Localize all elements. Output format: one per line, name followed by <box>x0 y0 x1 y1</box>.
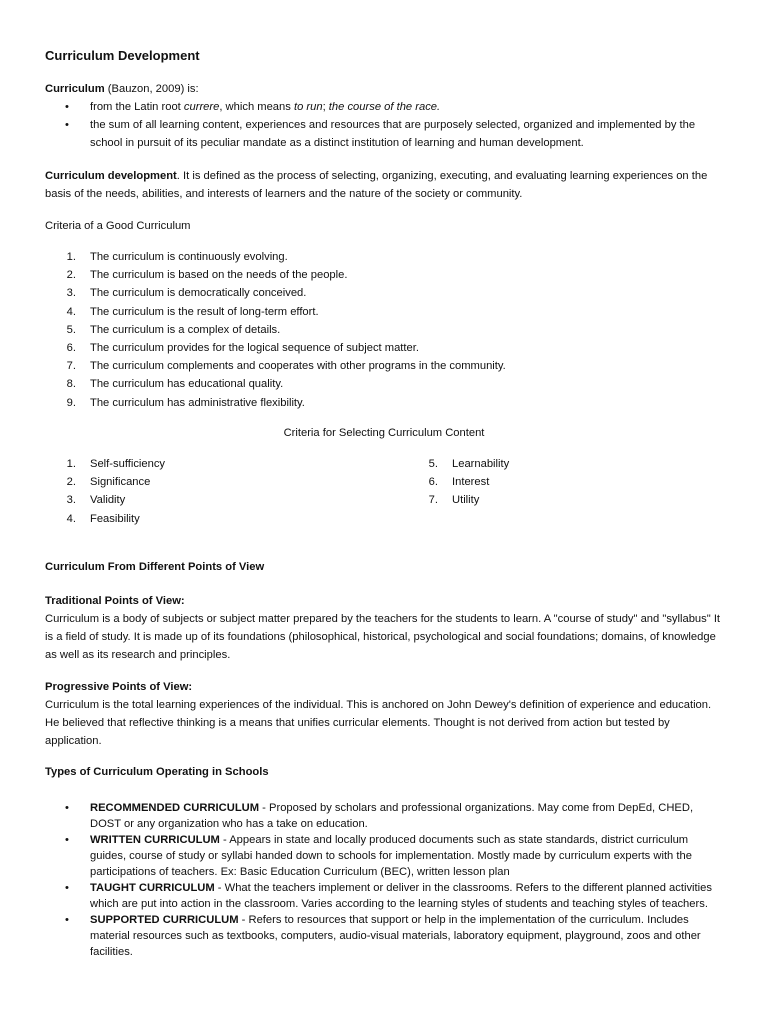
item-text: Feasibility <box>90 512 140 525</box>
bullet-icon: • <box>65 882 69 894</box>
criteria-item <box>45 303 725 321</box>
item-text: The curriculum is continuously evolving. <box>90 251 288 263</box>
criteria-item <box>45 321 725 339</box>
selecting-item <box>407 491 707 509</box>
item-number: 7. <box>428 494 438 507</box>
criteria-item <box>45 375 725 393</box>
selecting-content-heading: Criteria for Selecting Curriculum Content <box>283 427 485 439</box>
item-text: Utility <box>452 494 480 507</box>
criteria-item <box>45 284 725 302</box>
selecting-item <box>407 473 707 491</box>
curriculum-type-term: SUPPORTED CURRICULUM <box>90 914 239 926</box>
criteria-list <box>45 248 725 412</box>
item-text: The curriculum has educational quality. <box>90 378 284 391</box>
item-text: Interest <box>452 476 490 489</box>
list-item <box>45 880 725 912</box>
types-list <box>45 800 725 960</box>
page-title: Curriculum Development <box>45 48 200 63</box>
item-number: 1. <box>66 458 76 470</box>
item-text: Learnability <box>452 458 510 470</box>
bullet-icon: • <box>65 802 69 814</box>
selecting-item <box>45 491 345 509</box>
progressive-paragraph: Curriculum is the total learning experiences of the individual. This is anchored on John Dewey's definition of experience and education. He believed that reflective thinking is a means that unifies curricular elements. Thought is not derived from action but tested by application. <box>45 699 712 747</box>
curriculum-type-description: - What the teachers implement or deliver in the classrooms. Refers to the different planned activities which are put into action in the classroom. Varies according to the learning styles of students and teaching styles of teachers. <box>90 882 712 910</box>
item-text: The curriculum provides for the logical sequence of subject matter. <box>90 341 419 354</box>
selecting-item <box>45 455 345 473</box>
traditional-heading: Traditional Points of View: <box>45 595 185 607</box>
criteria-item <box>45 266 725 284</box>
curriculum-type-description: - Refers to resources that support or help in the implementation of the curriculum. Includes material resources such as textbooks, computers, audio-visual materials, laboratory equipment, playground, zoos and other facilities. <box>90 914 701 958</box>
item-text: The curriculum is the result of long-term effort. <box>90 305 319 318</box>
item-number: 8. <box>66 378 76 391</box>
list-item <box>45 832 725 880</box>
item-number: 6. <box>428 476 438 489</box>
item-number: 4. <box>66 305 76 318</box>
curriculum-type-term: RECOMMENDED CURRICULUM <box>90 802 260 814</box>
curriculum-type-term: WRITTEN CURRICULUM <box>90 834 220 846</box>
item-text: Significance <box>90 476 151 489</box>
types-heading: Types of Curriculum Operating in Schools <box>45 766 269 778</box>
traditional-paragraph: Curriculum is a body of subjects or subject matter prepared by the teachers for the students to learn. A "course of study" and "syllabus" It is a field of study. It is made up of its foundations (philosophical, historical, psychological and social foundations; domains, of knowledge as well as its research and principles. <box>45 613 721 661</box>
selecting-list-column-2 <box>407 455 707 510</box>
criteria-item <box>45 357 725 375</box>
criteria-item <box>45 339 725 357</box>
bullet-icon: • <box>65 834 69 846</box>
term-curriculum: Curriculum <box>45 83 105 95</box>
curriculum-type-term: TAUGHT CURRICULUM <box>90 882 215 894</box>
selecting-item <box>45 510 345 528</box>
selecting-item <box>407 455 707 473</box>
curriculum-type-description: - Proposed by scholars and professional organizations. May come from DepEd, CHED, DOST or any organization who has a take on education. <box>90 802 694 830</box>
points-of-view-heading: Curriculum From Different Points of View <box>45 561 265 573</box>
item-number: 3. <box>66 494 76 507</box>
item-number: 2. <box>66 269 76 282</box>
list-item: • the sum of all learning content, experiences and resources that are purposely selected, organized and implemented by the school in pursuit of its peculiar mandate as a distinct institution of learning and human development. <box>45 116 725 152</box>
item-text: Self-sufficiency <box>90 458 166 470</box>
list-item <box>45 800 725 832</box>
progressive-heading: Progressive Points of View: <box>45 681 193 693</box>
selecting-list-column-1 <box>45 455 345 528</box>
bullet-icon: • <box>65 119 69 131</box>
list-item <box>45 912 725 960</box>
item-text: The curriculum is based on the needs of the people. <box>90 269 348 282</box>
curriculum-citation: (Bauzon, 2009) is: <box>107 83 199 95</box>
item-number: 1. <box>66 251 76 263</box>
item-number: 9. <box>66 396 76 409</box>
criteria-item <box>45 248 725 266</box>
bullet-icon: • <box>65 914 69 926</box>
item-number: 2. <box>66 476 76 489</box>
item-number: 5. <box>66 323 76 336</box>
criteria-heading: Criteria of a Good Curriculum <box>45 220 191 232</box>
item-text: The curriculum has administrative flexibility. <box>90 396 305 409</box>
list-item: • from the Latin root currere, which means to run; the course of the race. <box>45 98 725 116</box>
curriculum-development-paragraph: Curriculum development. It is defined as the process of selecting, organizing, executing, and evaluating learning experiences on the basis of the needs, abilities, and interests of learners and the nature of the society or community. <box>45 170 708 200</box>
item-number: 7. <box>66 360 76 373</box>
criteria-item <box>45 394 725 412</box>
item-text: The curriculum is a complex of details. <box>90 323 281 336</box>
item-text: The curriculum complements and cooperates with other programs in the community. <box>90 360 506 373</box>
item-number: 6. <box>66 341 76 354</box>
item-text: Validity <box>90 494 126 507</box>
item-text: The curriculum is democratically conceived. <box>90 287 307 300</box>
item-number: 5. <box>428 458 438 470</box>
curriculum-definition-intro <box>45 80 725 98</box>
selecting-item <box>45 473 345 491</box>
bullet-icon: • <box>65 101 69 113</box>
curriculum-definition-list <box>45 98 725 152</box>
curriculum-type-description: - Appears in state and locally produced documents such as state standards, district curriculum guides, course of study or syllabi handed down to schools for implementation. Mostly made by curriculum experts with the participations of teachers. Ex: Basic Education Curriculum (BEC), written lesson plan <box>90 834 692 878</box>
item-number: 3. <box>66 287 76 300</box>
item-number: 4. <box>66 512 76 525</box>
